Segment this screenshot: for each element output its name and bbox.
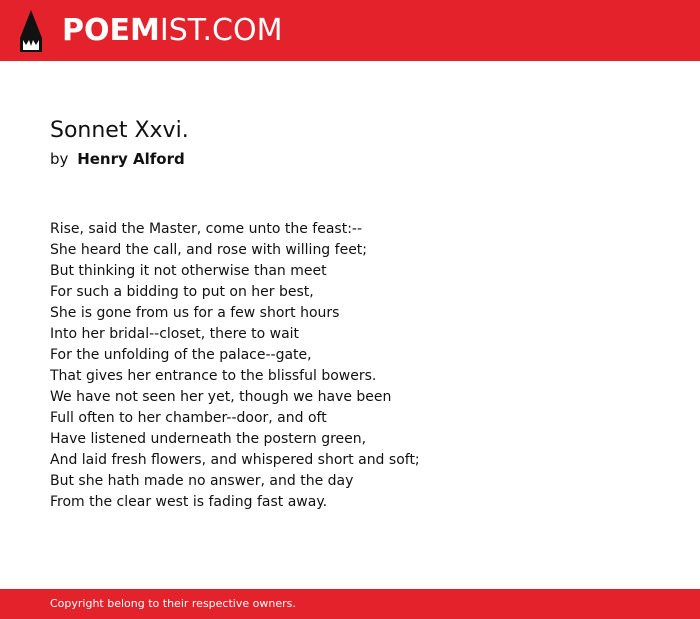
poem-line: For such a bidding to put on her best, bbox=[50, 284, 314, 300]
poem-line: She is gone from us for a few short hours bbox=[50, 305, 340, 321]
poem-line: Into her bridal--closet, there to wait bbox=[50, 326, 300, 342]
poem-line: But thinking it not otherwise than meet bbox=[50, 263, 327, 279]
logo-brand-bold: POEM bbox=[62, 13, 160, 48]
poem-line: And laid fresh flowers, and whispered short and soft; bbox=[50, 452, 420, 468]
poem-title: Sonnet Xxvi. bbox=[50, 118, 189, 143]
poem-line: From the clear west is fading fast away. bbox=[50, 494, 328, 510]
site-footer bbox=[0, 589, 700, 619]
poem-line: But she hath made no answer, and the day bbox=[50, 473, 354, 489]
poem-line: We have not seen her yet, though we have been bbox=[50, 389, 392, 405]
copyright-text: Copyright belong to their respective owners. bbox=[50, 597, 296, 610]
pencil-tip-icon[interactable] bbox=[18, 10, 44, 52]
byline bbox=[50, 149, 185, 169]
poem-line: Rise, said the Master, come unto the feast:-- bbox=[50, 221, 363, 237]
by-label: by bbox=[50, 150, 69, 168]
site-logo[interactable] bbox=[62, 12, 282, 50]
poem-line: Full often to her chamber--door, and oft bbox=[50, 410, 327, 426]
poem-body bbox=[50, 219, 420, 513]
author-name[interactable]: Henry Alford bbox=[77, 150, 185, 168]
poem-line: That gives her entrance to the blissful bowers. bbox=[50, 368, 377, 384]
poem-line: For the unfolding of the palace--gate, bbox=[50, 347, 312, 363]
poem-line: Have listened underneath the postern green, bbox=[50, 431, 367, 447]
logo-brand-light: IST.COM bbox=[159, 13, 283, 48]
poem-line: She heard the call, and rose with willing feet; bbox=[50, 242, 368, 258]
site-header bbox=[0, 0, 700, 61]
